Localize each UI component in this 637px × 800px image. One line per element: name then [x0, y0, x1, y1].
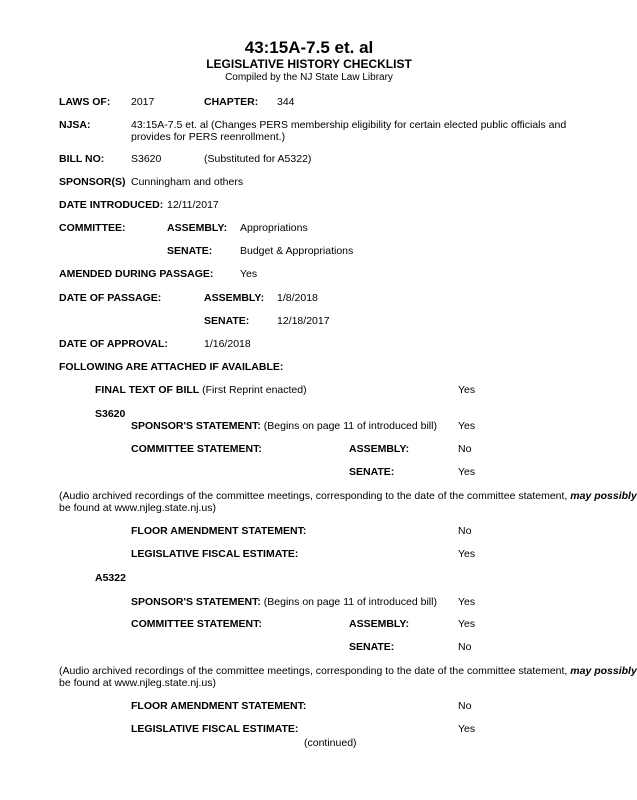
a5322-floor-label: FLOOR AMENDMENT STATEMENT: [131, 700, 307, 712]
s3620-sponsor-row [131, 420, 437, 433]
a5322-fiscal-label: LEGISLATIVE FISCAL ESTIMATE: [131, 723, 299, 735]
a5322-committee-label: COMMITTEE STATEMENT: [131, 618, 262, 630]
a5322-sponsor-note: (Begins on page 11 of introduced bill) [263, 596, 437, 608]
committee-assembly-label: ASSEMBLY: [167, 222, 228, 234]
s3620-committee-label: COMMITTEE STATEMENT: [131, 443, 262, 455]
s3620-audio-text: (Audio archived recordings of the committee meetings, corresponding to the date of the committee statement, [59, 490, 568, 502]
a5322-committee-senate-value: No [458, 641, 472, 653]
s3620-audio-emphasis: may possibly [570, 490, 637, 502]
continued-note: (continued) [304, 737, 357, 749]
s3620-audio-note-line2: be found at www.njleg.state.nj.us) [59, 502, 217, 514]
committee-senate-value: Budget & Appropriations [240, 245, 354, 257]
bill-no-value: S3620 [131, 153, 162, 165]
final-text-row [95, 384, 307, 397]
njsa-value: 43:15A-7.5 et. al (Changes PERS membership eligibility for certain elected public officials and provides for PERS reenrollment.) [131, 119, 567, 143]
date-of-approval-value: 1/16/2018 [204, 338, 251, 350]
date-of-approval-label: DATE OF APPROVAL: [59, 338, 168, 350]
a5322-floor-value: No [458, 700, 472, 712]
committee-assembly-value: Appropriations [240, 222, 308, 234]
date-introduced-label: DATE INTRODUCED: [59, 199, 164, 211]
a5322-audio-emphasis: may possibly [570, 665, 637, 677]
s3620-bill-heading: S3620 [95, 408, 126, 420]
chapter-value: 344 [277, 96, 295, 108]
a5322-bill-heading: A5322 [95, 572, 126, 584]
a5322-committee-assembly-value: Yes [458, 618, 476, 630]
sponsors-label: SPONSOR(S) [59, 176, 126, 188]
chapter-label: CHAPTER: [204, 96, 259, 108]
page-title: 43:15A-7.5 et. al [244, 38, 374, 57]
committee-label: COMMITTEE: [59, 222, 126, 234]
amended-label: AMENDED DURING PASSAGE: [59, 268, 214, 280]
attached-heading: FOLLOWING ARE ATTACHED IF AVAILABLE: [59, 361, 284, 373]
a5322-sponsor-row [131, 596, 437, 609]
sponsors-value: Cunningham and others [131, 176, 244, 188]
s3620-sponsor-value: Yes [458, 420, 476, 432]
amended-value: Yes [240, 268, 258, 280]
final-text-label: FINAL TEXT OF BILL [95, 384, 200, 396]
bill-no-label: BILL NO: [59, 153, 105, 165]
a5322-committee-assembly-label: ASSEMBLY: [349, 618, 410, 630]
final-text-note: (First Reprint enacted) [202, 384, 307, 396]
a5322-fiscal-value: Yes [458, 723, 476, 735]
a5322-sponsor-value: Yes [458, 596, 476, 608]
s3620-audio-note-line1 [59, 490, 637, 503]
a5322-audio-text: (Audio archived recordings of the committee meetings, corresponding to the date of the committee statement, [59, 665, 568, 677]
laws-of-label: LAWS OF: [59, 96, 111, 108]
page-subtitle: LEGISLATIVE HISTORY CHECKLIST [206, 57, 412, 71]
passage-assembly-value: 1/8/2018 [277, 292, 318, 304]
a5322-audio-note-line2: be found at www.njleg.state.nj.us) [59, 677, 217, 689]
compiled-by: Compiled by the NJ State Law Library [225, 72, 393, 83]
s3620-sponsor-label: SPONSOR'S STATEMENT: [131, 420, 261, 432]
s3620-fiscal-label: LEGISLATIVE FISCAL ESTIMATE: [131, 548, 299, 560]
s3620-committee-senate-label: SENATE: [349, 466, 395, 478]
committee-senate-label: SENATE: [167, 245, 213, 257]
bill-no-note: (Substituted for A5322) [204, 153, 312, 165]
date-introduced-value: 12/11/2017 [167, 199, 219, 211]
s3620-floor-value: No [458, 525, 472, 537]
a5322-sponsor-label: SPONSOR'S STATEMENT: [131, 596, 261, 608]
s3620-committee-assembly-value: No [458, 443, 472, 455]
njsa-label: NJSA: [59, 119, 91, 131]
a5322-committee-senate-label: SENATE: [349, 641, 395, 653]
s3620-floor-label: FLOOR AMENDMENT STATEMENT: [131, 525, 307, 537]
passage-senate-label: SENATE: [204, 315, 250, 327]
laws-of-value: 2017 [131, 96, 155, 108]
passage-assembly-label: ASSEMBLY: [204, 292, 265, 304]
s3620-sponsor-note: (Begins on page 11 of introduced bill) [263, 420, 437, 432]
a5322-audio-note-line1 [59, 665, 637, 678]
s3620-committee-assembly-label: ASSEMBLY: [349, 443, 410, 455]
s3620-fiscal-value: Yes [458, 548, 476, 560]
final-text-value: Yes [458, 384, 476, 396]
s3620-committee-senate-value: Yes [458, 466, 476, 478]
passage-senate-value: 12/18/2017 [277, 315, 330, 327]
date-of-passage-label: DATE OF PASSAGE: [59, 292, 162, 304]
